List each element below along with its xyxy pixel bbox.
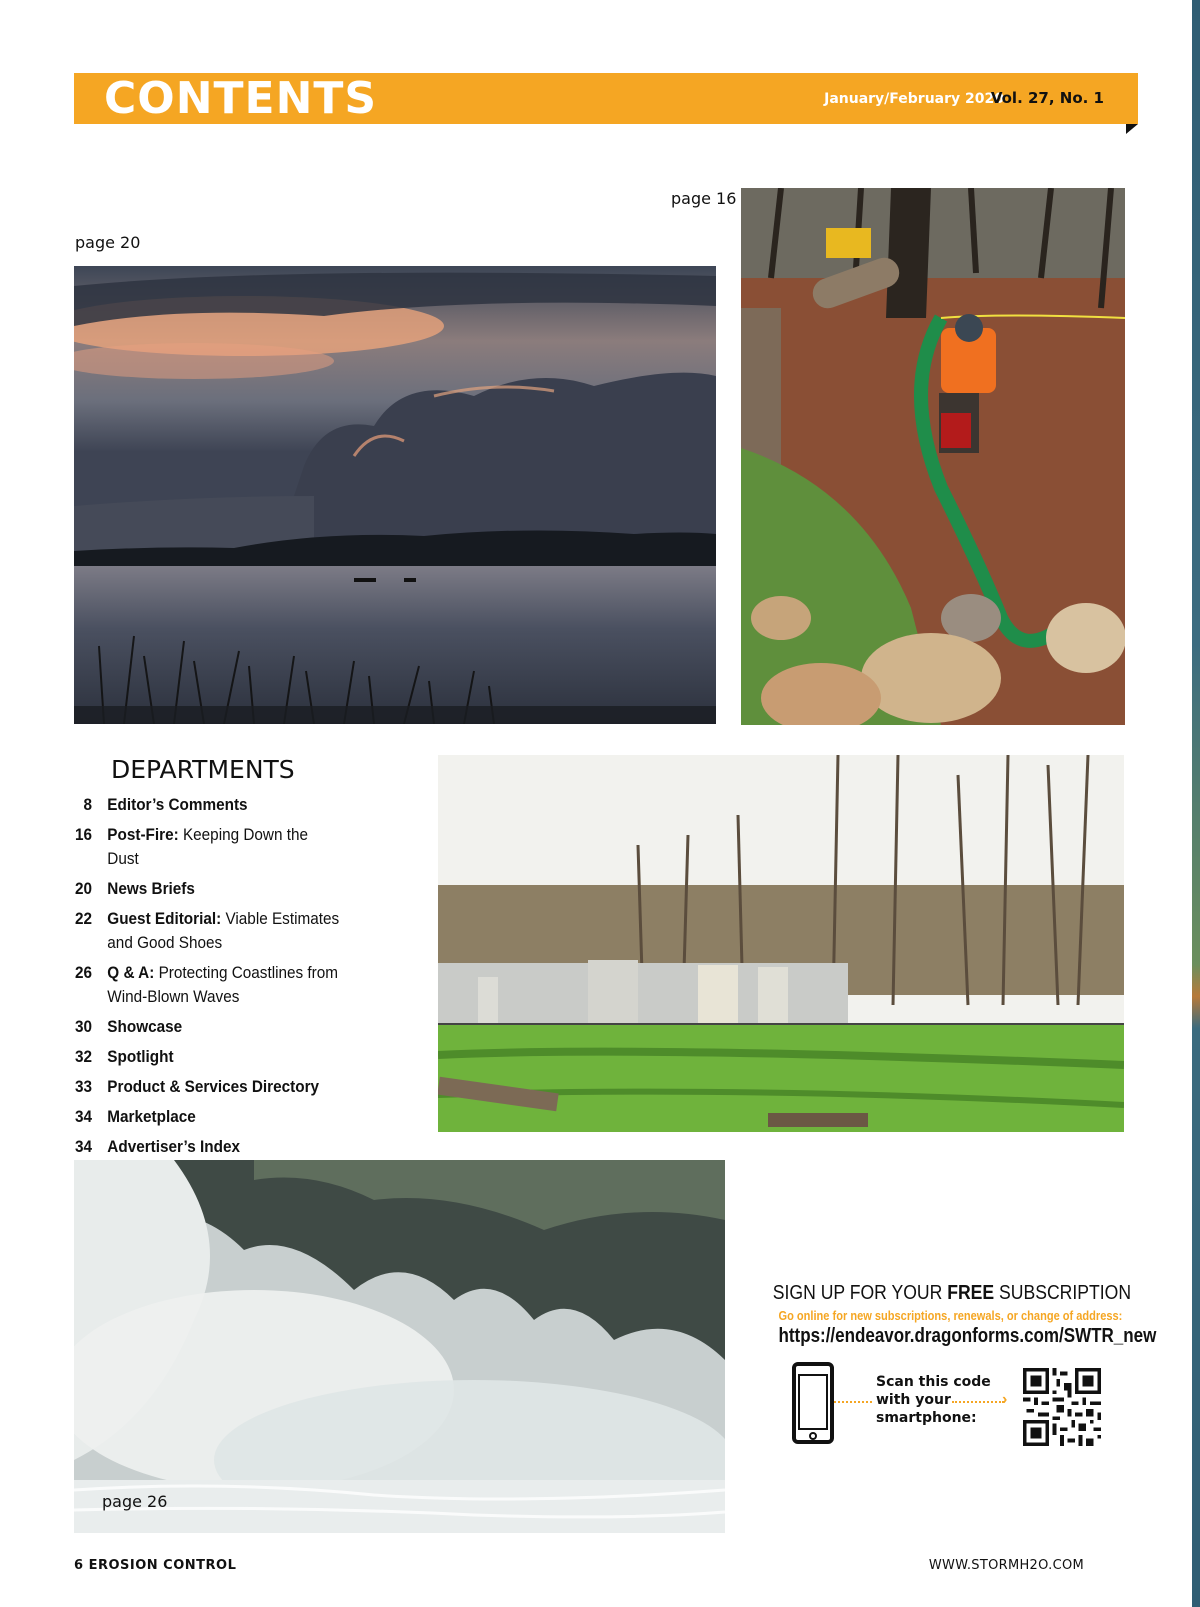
- dept-page-number: 34: [74, 1107, 92, 1126]
- header-corner-mark: [1126, 124, 1138, 134]
- sunset-lake-photo[interactable]: [74, 266, 716, 724]
- footer-website[interactable]: WWW.STORMH2O.COM: [928, 1558, 1084, 1573]
- page-edge-strip: [1192, 0, 1200, 1607]
- qr-code-icon[interactable]: [1023, 1368, 1101, 1446]
- smartphone-icon: [792, 1362, 834, 1444]
- dept-page-number: 30: [74, 1017, 92, 1036]
- issue-volume: Vol. 27, No. 1: [990, 89, 1104, 107]
- arrow-right-icon: ›: [1002, 1391, 1008, 1408]
- dept-page-number: 34: [74, 1137, 92, 1156]
- coastal-waves-photo[interactable]: [74, 1160, 725, 1533]
- dept-item-post-fire[interactable]: [74, 823, 371, 871]
- page-label-coastal: page 26: [102, 1492, 168, 1511]
- dept-page-number: 20: [74, 879, 92, 898]
- page-title: CONTENTS: [104, 73, 378, 124]
- dept-page-number: 16: [74, 825, 92, 844]
- dept-item-marketplace[interactable]: [74, 1105, 371, 1129]
- departments-heading: DEPARTMENTS: [111, 755, 295, 784]
- dept-item-advertisers-index[interactable]: [74, 1135, 371, 1159]
- dept-title: News Briefs: [107, 879, 195, 898]
- concrete-forms-photo[interactable]: [438, 755, 1124, 1132]
- dept-title: Q & A:: [107, 963, 155, 982]
- dept-title: Marketplace: [107, 1107, 196, 1126]
- subscription-panel: [750, 1282, 1157, 1348]
- dotted-connector-right: [952, 1401, 1004, 1403]
- dept-title: Spotlight: [107, 1047, 174, 1066]
- subscription-heading-post: SUBSCRIPTION: [994, 1282, 1132, 1304]
- dept-item-guest-editorial[interactable]: [74, 907, 371, 955]
- dept-title: Post-Fire:: [107, 825, 179, 844]
- dept-title: Editor’s Comments: [107, 795, 248, 814]
- dept-page-number: 22: [74, 909, 92, 928]
- scan-instruction: Scan this code with your smartphone:: [876, 1374, 991, 1426]
- dept-page-number: 33: [74, 1077, 92, 1096]
- dept-subtitle: Viable Estimates and Good Shoes: [107, 909, 340, 952]
- dept-subtitle: Protecting Coastlines from Wind-Blown Waves: [107, 963, 339, 1006]
- contents-header-bar: [74, 73, 1138, 124]
- dept-item-spotlight[interactable]: [74, 1045, 371, 1069]
- dept-title: Guest Editorial:: [107, 909, 222, 928]
- departments-list: [74, 793, 404, 1165]
- dept-item-editors-comments[interactable]: [74, 793, 371, 817]
- subscription-heading-free: FREE: [947, 1282, 995, 1304]
- dept-title: Advertiser’s Index: [107, 1137, 240, 1156]
- subscription-heading: [772, 1282, 1132, 1305]
- dept-page-number: 32: [74, 1047, 92, 1066]
- dept-page-number: 8: [83, 795, 92, 814]
- dept-title: Showcase: [107, 1017, 183, 1036]
- dept-item-product-services-directory[interactable]: [74, 1075, 371, 1099]
- dept-subtitle: Keeping Down the Dust: [107, 825, 308, 868]
- dotted-connector-left: [834, 1401, 872, 1403]
- dept-item-q-and-a[interactable]: [74, 961, 371, 1009]
- dept-item-showcase[interactable]: [74, 1015, 371, 1039]
- page-label-fire-site: page 16: [671, 189, 737, 208]
- page-label-sunset: page 20: [75, 233, 141, 252]
- footer-page-info: 6 EROSION CONTROL: [74, 1558, 237, 1573]
- issue-date: January/February 2020: [824, 91, 1004, 107]
- subscription-heading-pre: SIGN UP FOR YOUR: [772, 1282, 948, 1304]
- dept-page-number: 26: [74, 963, 92, 982]
- subscription-subheading: Go online for new subscriptions, renewals, or change of address:: [778, 1308, 1123, 1323]
- dept-item-news-briefs[interactable]: [74, 877, 371, 901]
- dept-title: Product & Services Directory: [107, 1077, 320, 1096]
- fire-site-worker-photo[interactable]: [741, 188, 1125, 725]
- subscription-url-link[interactable]: https://endeavor.dragonforms.com/SWTR_new: [778, 1325, 1157, 1347]
